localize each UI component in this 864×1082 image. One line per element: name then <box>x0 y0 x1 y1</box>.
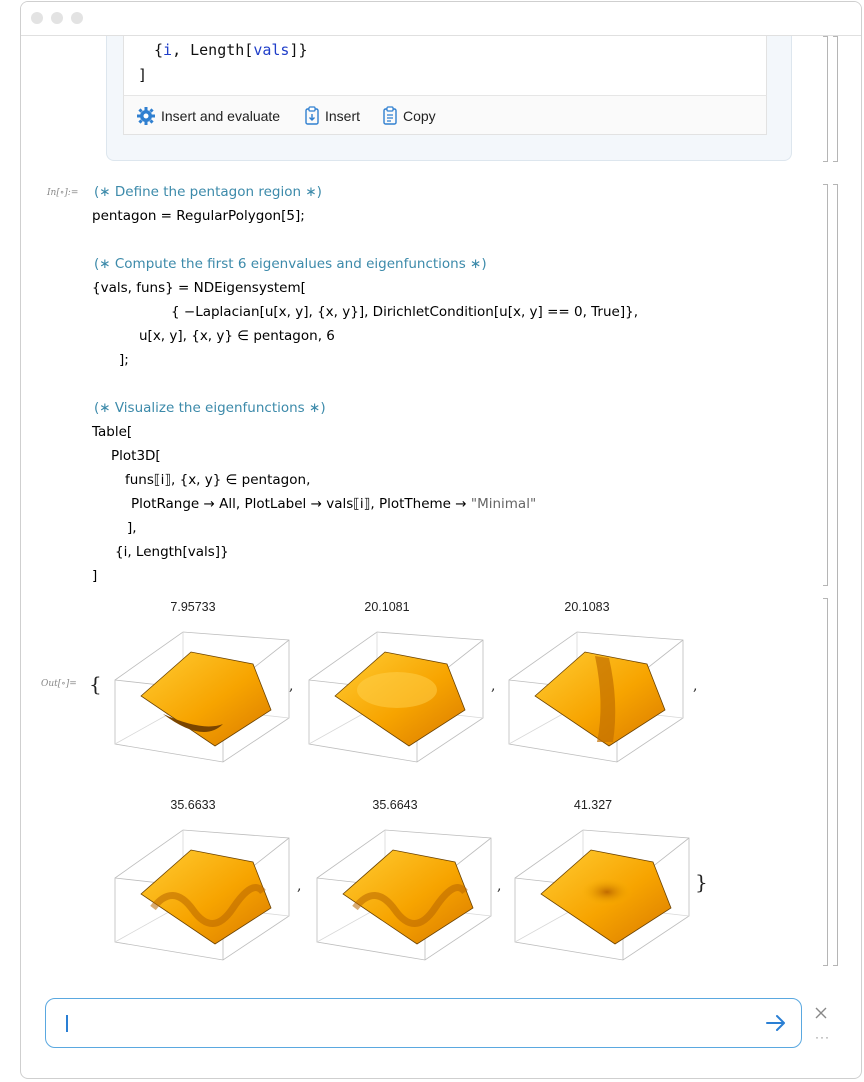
code-line[interactable]: PlotRange → All, PlotLabel → vals⟦i⟧, PlotTheme → "Minimal" <box>131 496 537 512</box>
cell-bracket[interactable] <box>823 36 828 162</box>
code-line[interactable]: { −Laplacian[u[x, y], {x, y}], DirichletCondition[u[x, y] == 0, True]}, <box>171 304 638 320</box>
group-bracket[interactable] <box>833 36 838 162</box>
eigenfunction-plot[interactable] <box>497 614 687 764</box>
code-comment: (∗ Compute the first 6 eigenvalues and eigenfunctions ∗) <box>94 256 487 272</box>
insert-and-evaluate-label: Insert and evaluate <box>161 108 281 124</box>
copy-button[interactable] <box>382 106 436 126</box>
code-line[interactable]: ], <box>127 520 137 536</box>
insert-and-evaluate-button[interactable] <box>136 106 280 126</box>
input-cell-bracket[interactable] <box>823 184 828 586</box>
close-icon[interactable] <box>814 1006 828 1020</box>
list-separator: , <box>497 878 502 894</box>
output-label: Out[∘]= <box>41 679 77 689</box>
plot-label: 20.1083 <box>564 600 610 614</box>
eigenfunction-plot[interactable] <box>103 812 293 962</box>
insert-button[interactable] <box>304 106 360 126</box>
plot-label: 41.327 <box>573 798 613 812</box>
plot-label: 20.1081 <box>364 600 410 614</box>
plot-label: 35.6643 <box>372 798 418 812</box>
minimize-window-button[interactable] <box>51 12 63 24</box>
list-open-brace: { <box>89 672 102 696</box>
code-line[interactable]: funs⟦i⟧, {x, y} ∈ pentagon, <box>125 472 311 488</box>
title-bar <box>21 2 861 34</box>
eigenfunction-plot[interactable] <box>103 614 293 764</box>
code-line[interactable]: Plot3D[ <box>111 448 161 464</box>
example-toolbar <box>123 95 767 135</box>
code-line[interactable]: {i, Length[vals]} <box>115 544 229 560</box>
zoom-window-button[interactable] <box>71 12 83 24</box>
code-line[interactable]: ]; <box>119 352 129 368</box>
arrow-right-icon[interactable] <box>765 1013 787 1033</box>
code-line[interactable]: {vals, funs} = NDEigensystem[ <box>92 280 306 296</box>
plot-label: 35.6633 <box>170 798 216 812</box>
close-window-button[interactable] <box>31 12 43 24</box>
chat-input[interactable] <box>45 998 802 1048</box>
eigenfunction-plot[interactable] <box>503 812 693 962</box>
notebook-window <box>20 1 862 1079</box>
code-line[interactable]: Table[ <box>92 424 133 440</box>
gear-icon <box>136 106 156 126</box>
plot-label: 7.95733 <box>170 600 216 614</box>
copy-label: Copy <box>403 108 436 124</box>
group-bracket[interactable] <box>833 184 838 966</box>
list-separator: , <box>491 678 496 694</box>
code-line[interactable]: u[x, y], {x, y} ∈ pentagon, 6 <box>139 328 335 344</box>
code-line: ] <box>138 66 148 84</box>
copy-icon <box>382 106 398 126</box>
example-card <box>106 36 792 161</box>
eigenfunction-plot[interactable] <box>305 812 495 962</box>
code-comment: (∗ Visualize the eigenfunctions ∗) <box>94 400 326 416</box>
list-separator: , <box>693 678 698 694</box>
code-line[interactable]: pentagon = RegularPolygon[5]; <box>92 208 305 224</box>
code-line[interactable]: ] <box>92 568 98 584</box>
input-label: In[∘]:= <box>47 188 79 198</box>
insert-icon <box>304 106 320 126</box>
more-icon[interactable]: ··· <box>815 1030 830 1044</box>
code-comment: (∗ Define the pentagon region ∗) <box>94 184 322 200</box>
insert-label: Insert <box>325 108 361 124</box>
eigenfunction-plot[interactable] <box>297 614 487 764</box>
list-close-brace: } <box>695 870 708 894</box>
list-separator: , <box>289 678 294 694</box>
list-separator: , <box>297 878 302 894</box>
code-line: {i, Length[vals]} <box>154 41 308 59</box>
output-cell-bracket[interactable] <box>823 598 828 966</box>
text-caret <box>66 1015 68 1032</box>
